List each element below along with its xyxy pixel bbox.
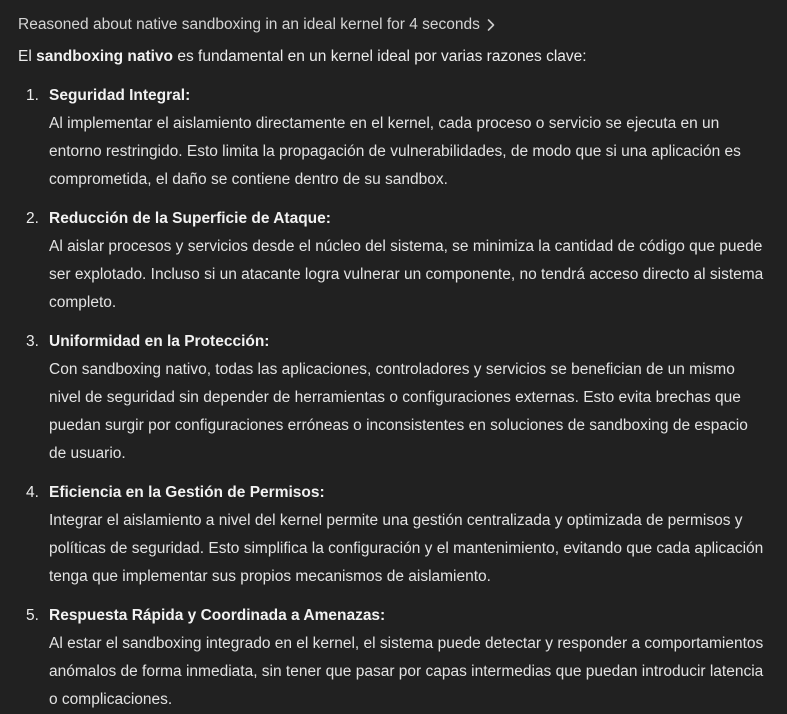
list-item-title: Seguridad Integral: [49, 87, 191, 104]
list-item-body: Al estar el sandboxing integrado en el kernel, el sistema puede detectar y responder a comportamientos anómalos de forma inmediata, sin tener que pasar por capas intermedias que puedan introducir latencia o complicaciones. [49, 635, 764, 708]
list-item-number: 5. [26, 607, 39, 624]
list-item-title: Respuesta Rápida y Coordinada a Amenazas: [49, 607, 386, 624]
list-item-body: Al aislar procesos y servicios desde el núcleo del sistema, se minimiza la cantidad de código que puede ser explotado. Incluso si un atacante logra vulnerar un componente, no tendrá acceso directo al sistema completo. [49, 238, 764, 311]
list-item-body: Con sandboxing nativo, todas las aplicaciones, controladores y servicios se benefician de un mismo nivel de seguridad sin depender de herramientas o configuraciones externas. Esto evita brechas que puedan surgir por configuraciones erróneas o inconsistentes en soluciones de sandboxing de espacio de usuario. [49, 361, 748, 462]
list-item [18, 82, 769, 194]
intro-paragraph [18, 46, 769, 68]
reasons-list [18, 82, 769, 714]
list-item [18, 602, 769, 714]
list-item-body: Integrar el aislamiento a nivel del kernel permite una gestión centralizada y optimizada de permisos y políticas de seguridad. Esto simplifica la configuración y el mantenimiento, evitando que cada aplicación tenga que implementar sus propios mecanismos de aislamiento. [49, 512, 764, 585]
list-item-number: 4. [26, 484, 39, 501]
list-item-number: 2. [26, 210, 39, 227]
reasoning-label: Reasoned about native sandboxing in an ideal kernel for 4 seconds [18, 16, 480, 33]
list-item [18, 205, 769, 317]
list-item-number: 1. [26, 87, 39, 104]
chevron-right-icon [486, 18, 496, 32]
list-item [18, 328, 769, 468]
intro-prefix: El [18, 48, 37, 65]
list-item-title: Reducción de la Superficie de Ataque: [49, 210, 331, 227]
list-item-number: 3. [26, 333, 39, 350]
list-item-body: Al implementar el aislamiento directamente en el kernel, cada proceso o servicio se ejecuta en un entorno restringido. Esto limita la propagación de vulnerabilidades, de modo que si una aplicación es comprometida, el daño se contiene dentro de su sandbox. [49, 115, 741, 188]
list-item-title: Uniformidad en la Protección: [49, 333, 270, 350]
intro-bold-term: sandboxing nativo [36, 48, 174, 65]
list-item-title: Eficiencia en la Gestión de Permisos: [49, 484, 325, 501]
list-item [18, 479, 769, 591]
reasoning-toggle[interactable] [18, 14, 496, 36]
intro-suffix: es fundamental en un kernel ideal por varias razones clave: [173, 48, 587, 65]
